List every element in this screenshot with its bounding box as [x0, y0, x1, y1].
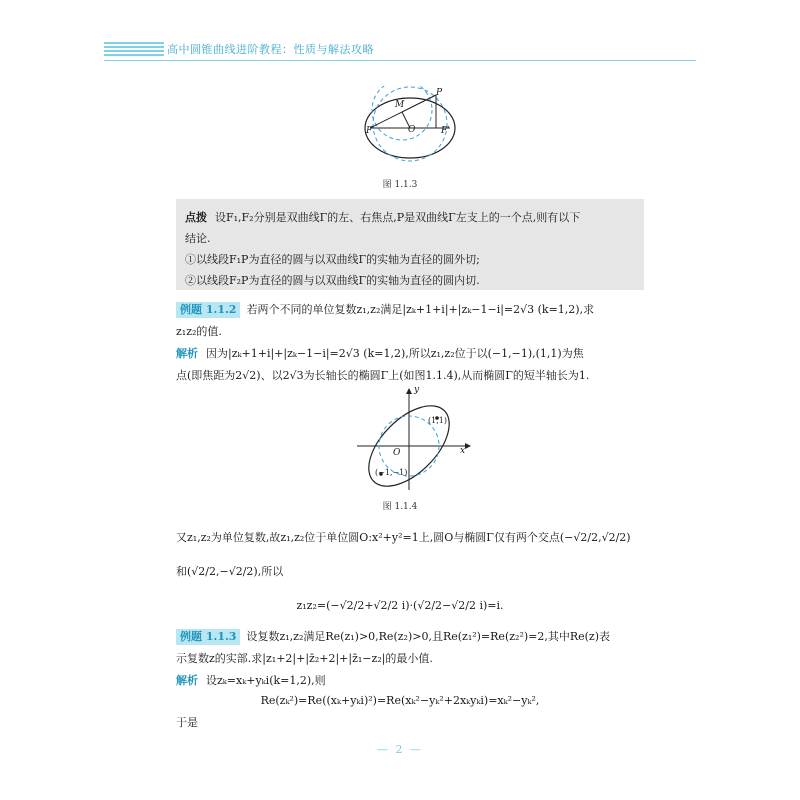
page-header-title: 高中圆锥曲线进阶教程：性质与解法攻略 — [167, 43, 374, 56]
figure-caption-1: 图 1.1.3 — [382, 180, 418, 190]
body-paragraph — [176, 524, 656, 586]
example-badge: 例题 1.1.2 — [176, 302, 240, 318]
solution-text-1: 因为|zₖ+1+i|+|zₖ−1−i|=2√3 (k=1,2),所以z₁,z₂位于以(−1,−1),(1,1)为焦 — [206, 347, 584, 360]
axis-label-y: y — [414, 385, 420, 395]
example-text-1: 若两个不同的单位复数z₁,z₂满足|zₖ+1+i|+|zₖ−1−i|=2√3 (k=1,2),求 — [246, 303, 595, 316]
label-O: O — [408, 125, 416, 135]
formula-real-part: Re(zₖ²)=Re((xₖ+yₖi)²)=Re(xₖ²−yₖ²+2xₖyₖi)=xₖ²−yₖ², — [260, 694, 540, 707]
tip-keyword: 点拨 — [185, 211, 207, 224]
figure-ellipse-axes — [353, 384, 473, 494]
solution-text-1: 设zₖ=xₖ+yₖi(k=1,2),则 — [206, 674, 326, 687]
header-decoration — [104, 42, 164, 62]
axis-label-x: x — [460, 446, 466, 456]
example-1-1-2 — [176, 299, 656, 387]
tip-line-1: 设F₁,F₂分别是双曲线Γ的左、右焦点,P是双曲线Γ左支上的一个点,则有以下 — [215, 211, 581, 224]
label-M: M — [395, 100, 405, 110]
formula-product: z₁z₂=(−√2/2+√2/2 i)·(√2/2−√2/2 i)=i. — [296, 599, 504, 612]
solution-label: 解析 — [176, 347, 198, 360]
label-F1: F — [366, 126, 373, 136]
example-text-2: 示复数z的实部.求|z₁+2|+|z̄₂+2|+|z̄₁−z₂|的最小值. — [176, 652, 433, 665]
body-text-2: 和(√2/2,−√2/2),所以 — [176, 565, 284, 578]
tip-line-4: ②以线段F₂P为直径的圆与以双曲线Γ的实轴为直径的圆内切. — [185, 274, 480, 287]
example-text-1: 设复数z₁,z₂满足Re(z₁)>0,Re(z₂)>0,且Re(z₁²)=Re(z₂²)=2,其中Re(z)表 — [246, 630, 611, 643]
point-label-m1-m1: (−1,−1) — [375, 468, 408, 477]
solution-label: 解析 — [176, 674, 198, 687]
header-rule — [104, 60, 696, 61]
solution-text-2: 点(即焦距为2√2)、以2√3为长轴长的椭圆Γ上(如图1.1.4),从而椭圆Γ的短半轴长为1. — [176, 369, 590, 382]
tip-line-3: ①以线段F₁P为直径的圆与以双曲线Γ的实轴为直径的圆外切; — [185, 253, 480, 266]
page-number: — 2 — — [377, 743, 423, 756]
point-label-1-1: (1,1) — [428, 416, 447, 425]
example-badge: 例题 1.1.3 — [176, 629, 240, 645]
tip-box — [176, 199, 644, 290]
origin-label: O — [393, 448, 401, 458]
example-1-1-3 — [176, 626, 656, 692]
figure-caption-2: 图 1.1.4 — [382, 502, 418, 512]
label-F2: F' — [441, 126, 450, 136]
tip-line-2: 结论. — [185, 232, 211, 245]
yushi-text: 于是 — [176, 716, 198, 729]
label-P: P — [436, 88, 443, 98]
body-text-1: 又z₁,z₂为单位复数,故z₁,z₂位于单位圆O:x²+y²=1上,圆O与椭圆Γ仅有两个交点(−√2/2,√2/2) — [176, 531, 631, 544]
example-text-2: z₁z₂的值. — [176, 325, 222, 338]
